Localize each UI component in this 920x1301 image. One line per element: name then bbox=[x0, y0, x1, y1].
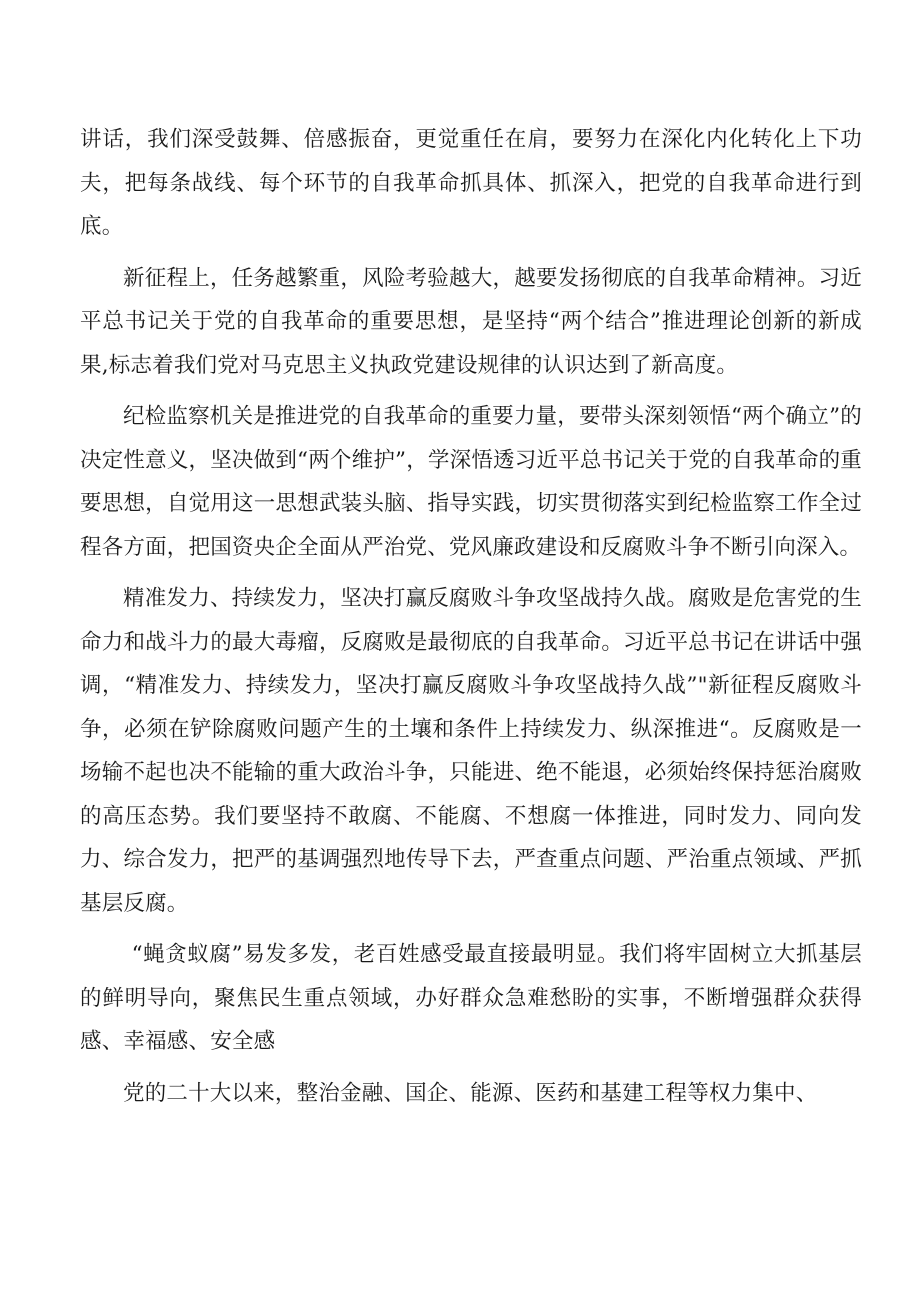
document-body bbox=[80, 118, 862, 1123]
paragraph-3: 纪检监察机关是推进党的自我革命的重要力量，要带头深刻领悟“两个确立”的决定性意义，坚决做到“两个维护”，学深悟透习近平总书记关于党的自我革命的重要思想，自觉用这一思想武装头脑、指导实践，切实贯彻落实到纪检监察工作全过程各方面，把国资央企全面从严治党、党风廉政建设和反腐败斗争不断引向深入。 bbox=[80, 404, 862, 560]
paragraph-4: 精准发力、持续发力，坚决打赢反腐败斗争攻坚战持久战。腐败是危害党的生命力和战斗力的最大毒瘤，反腐败是最彻底的自我革命。习近平总书记在讲话中强调，“精准发力、持续发力，坚决打赢反腐败斗争攻坚战持久战”"新征程反腐败斗争，必须在铲除腐败问题产生的土壤和条件上持续发力、纵深推进“。反腐败是一场输不起也决不能输的重大政治斗争，只能进、绝不能退，必须始终保持惩治腐败的高压态势。我们要坚持不敢腐、不能腐、不想腐一体推进，同时发力、同向发力、综合发力，把严的基调强烈地传导下去，严查重点问题、严治重点领域、严抓基层反腐。 bbox=[80, 586, 862, 916]
paragraph-1: 讲话，我们深受鼓舞、倍感振奋，更觉重任在肩，要努力在深化内化转化上下功夫，把每条战线、每个环节的自我革命抓具体、抓深入，把党的自我革命进行到底。 bbox=[80, 127, 862, 239]
paragraph-5: “蝇贪蚁腐”易发多发，老百姓感受最直接最明显。我们将牢固树立大抓基层的鲜明导向，聚焦民生重点领域，办好群众急难愁盼的实事，不断增强群众获得感、幸福感、安全感 bbox=[80, 942, 862, 1054]
paragraph-2: 新征程上，任务越繁重，风险考验越大，越要发扬彻底的自我革命精神。习近平总书记关于党的自我革命的重要思想，是坚持“两个结合”推进理论创新的新成果,标志着我们党对马克思主义执政党建设规律的认识达到了新高度。 bbox=[80, 265, 862, 378]
paragraph-6: 党的二十大以来，整治金融、国企、能源、医药和基建工程等权力集中、 bbox=[123, 1080, 818, 1106]
